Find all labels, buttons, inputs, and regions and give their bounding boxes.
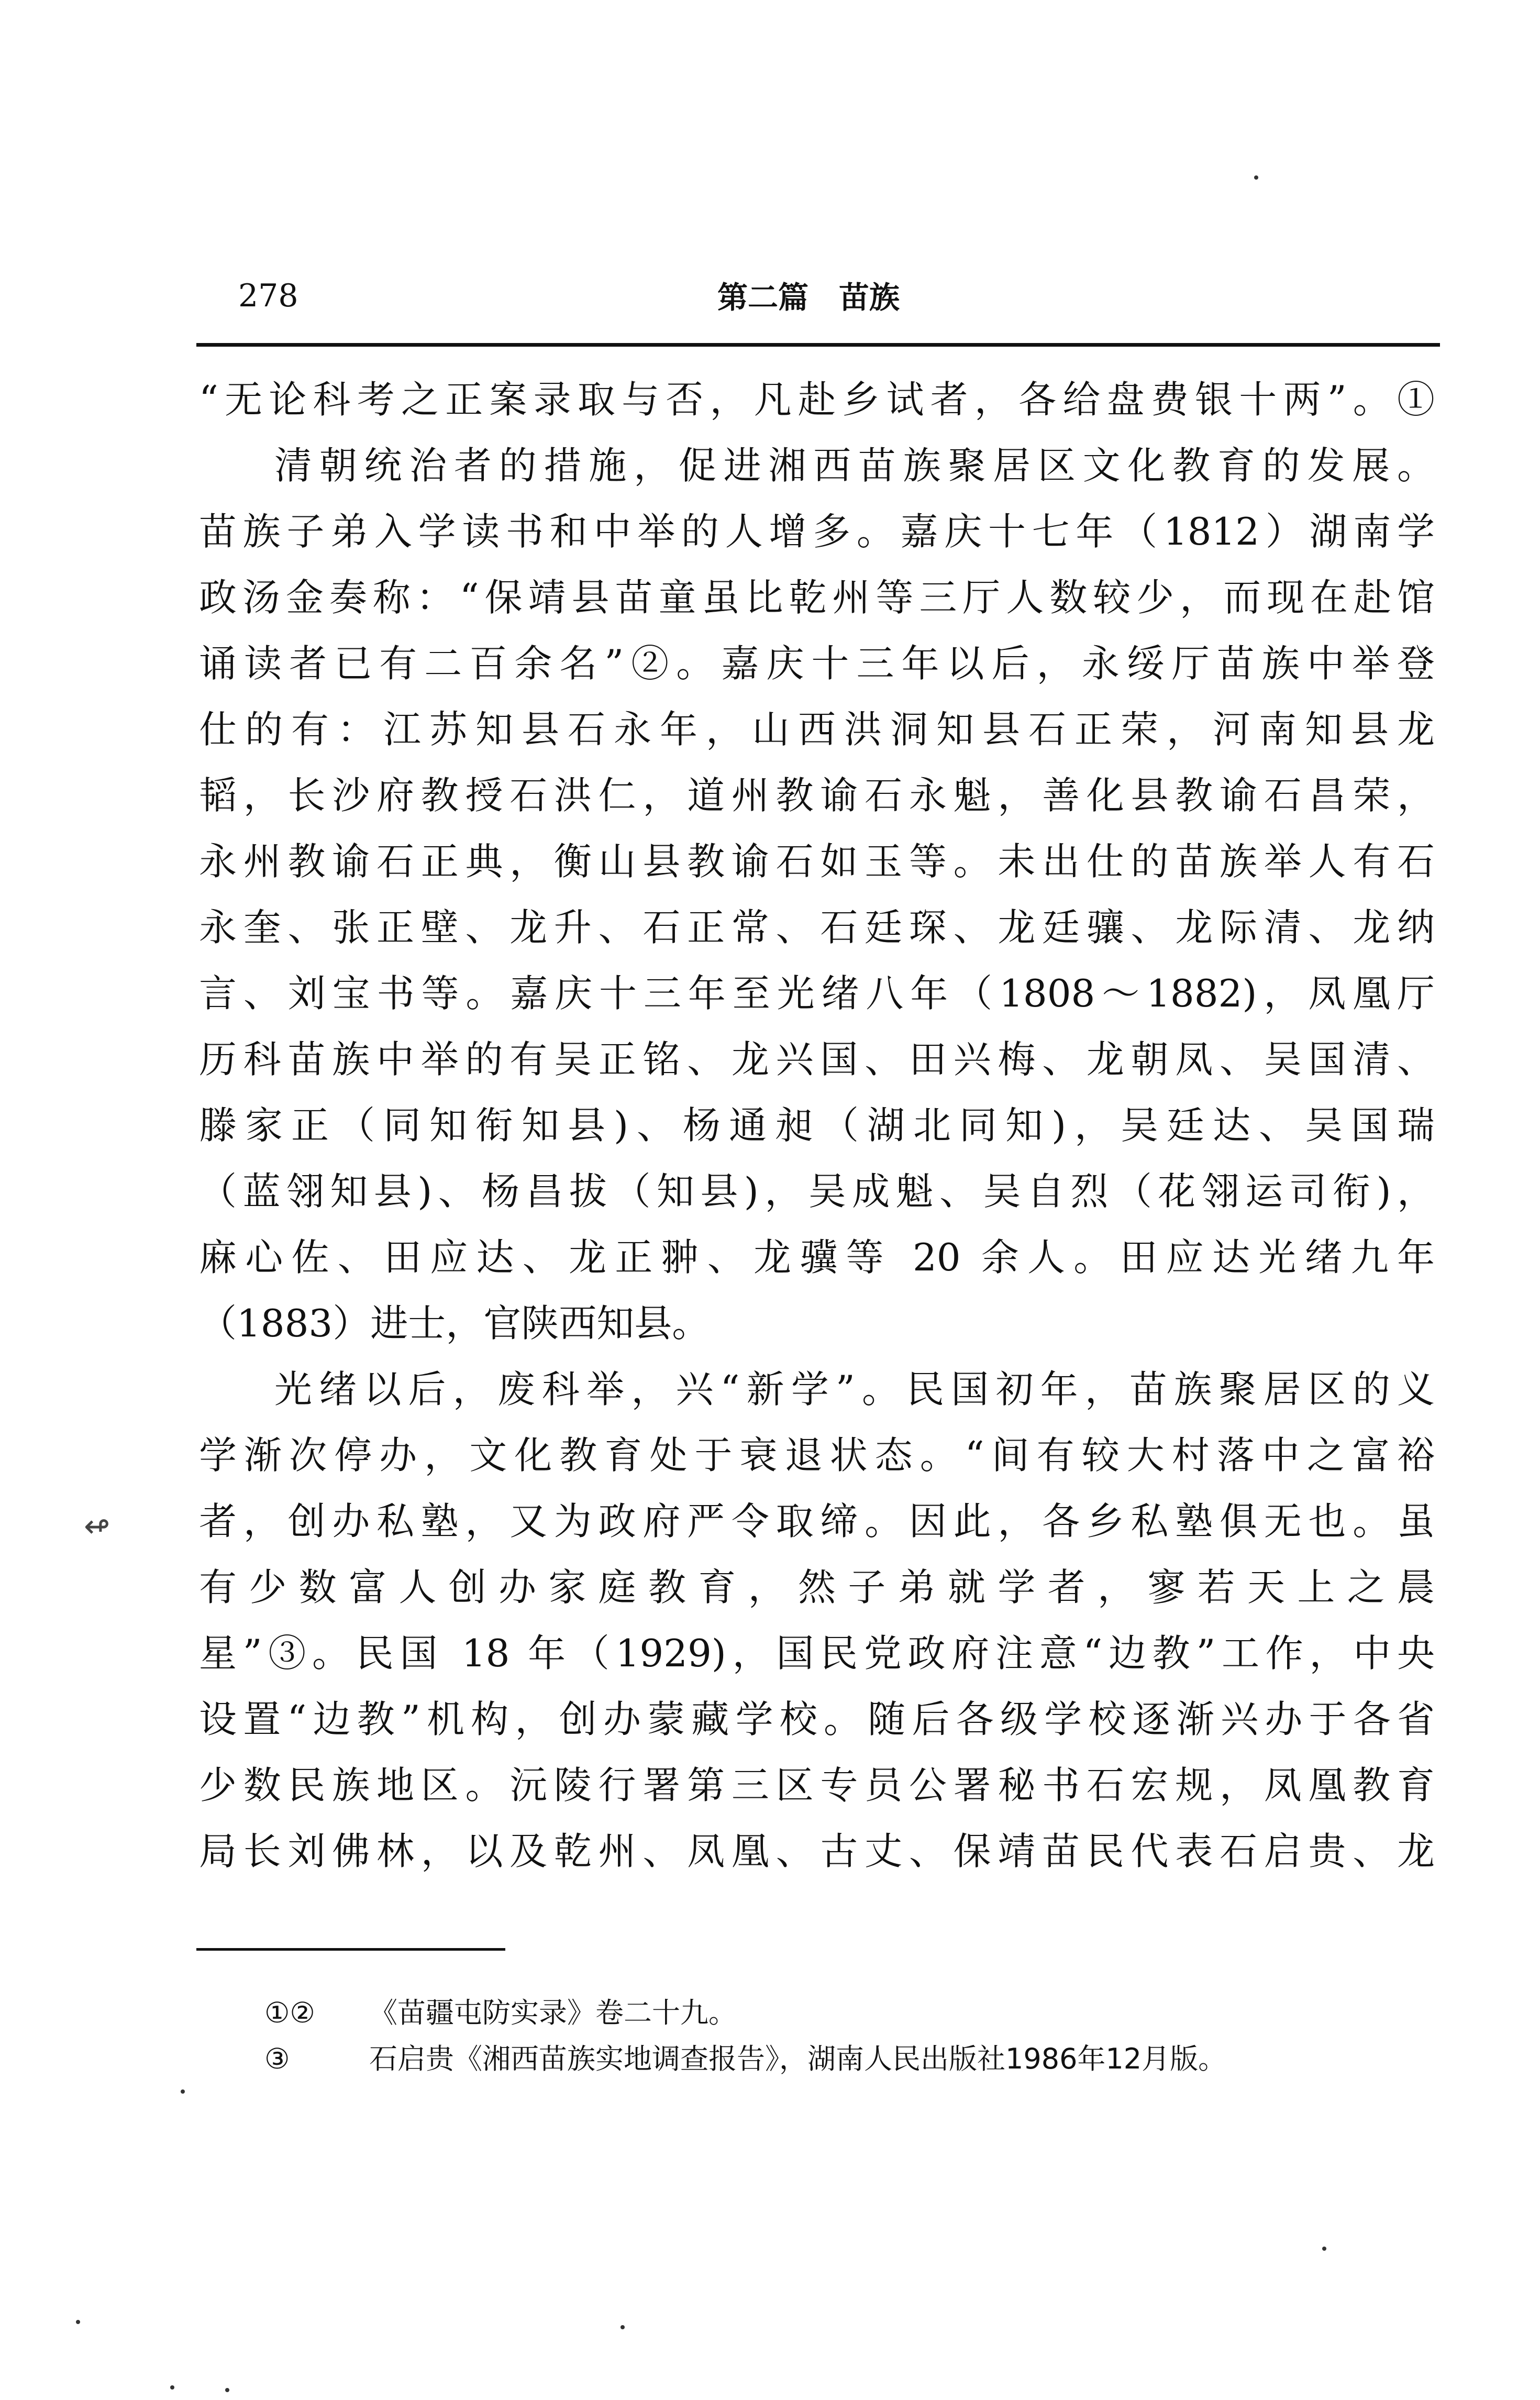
- text-line: 学渐次停办，文化教育处于衰退状态。“间有较大村落中之富裕: [199, 1433, 1435, 1477]
- text-line: 设置“边教”机构，创办蒙藏学校。随后各级学校逐渐兴办于各省: [199, 1697, 1435, 1741]
- text-line: 仕的有：江苏知县石永年，山西洪洞知县石正荣，河南知县龙: [199, 707, 1435, 751]
- page-number: 278: [238, 278, 298, 314]
- body-text: [199, 367, 1435, 1884]
- footnote-mark: ①②: [264, 1996, 315, 2029]
- text-line: 麻心佐、田应达、龙正翀、龙骥等 20 余人。田应达光绪九年: [199, 1235, 1435, 1279]
- scan-speck: [170, 2385, 174, 2390]
- footnote-text: 石启贵《湘西苗族实地调查报告》，湖南人民出版社1986年12月版。: [369, 2042, 1227, 2075]
- scan-speck: [225, 2388, 229, 2392]
- footnote-rule: [196, 1948, 505, 1951]
- text-line: 永奎、张正壁、龙升、石正常、石廷琛、龙廷骧、龙际清、龙纳: [199, 905, 1435, 949]
- text-line: （1883）进士，官陕西知县。: [199, 1301, 710, 1345]
- text-line: 星”③。民国 18 年（1929)，国民党政府注意“边教”工作，中央: [199, 1631, 1435, 1675]
- text-line: 局长刘佛林，以及乾州、凤凰、古丈、保靖苗民代表石启贵、龙: [199, 1829, 1435, 1873]
- header-rule: [196, 343, 1440, 347]
- text-line: （蓝翎知县)、杨昌拔（知县)，吴成魁、吴自烈（花翎运司衔)，: [199, 1169, 1435, 1213]
- text-line: 少数民族地区。沅陵行署第三区专员公署秘书石宏规，凤凰教育: [199, 1763, 1435, 1807]
- text-line: 光绪以后，废科举，兴“新学”。民国初年，苗族聚居区的义: [274, 1367, 1435, 1411]
- scan-speck: [181, 2089, 185, 2094]
- footnote-text: 《苗疆屯防实录》卷二十九。: [369, 1996, 737, 2029]
- text-line: 有少数富人创办家庭教育，然子弟就学者，寥若天上之晨: [199, 1565, 1435, 1609]
- footnotes: [264, 1990, 1435, 2082]
- text-line: 言、刘宝书等。嘉庆十三年至光绪八年（1808～1882)，凤凰厅: [199, 971, 1435, 1015]
- running-title: 第二篇 苗族: [717, 280, 900, 315]
- text-line: 韬，长沙府教授石洪仁，道州教谕石永魁，善化县教谕石昌荣，: [199, 773, 1435, 817]
- footnote: [264, 1990, 1435, 2036]
- text-line: 永州教谕石正典，衡山县教谕石如玉等。未出仕的苗族举人有石: [199, 839, 1435, 883]
- text-line: 者，创办私塾，又为政府严令取缔。因此，各乡私塾俱无也。虽: [199, 1499, 1435, 1543]
- scan-speck: [1322, 2247, 1326, 2251]
- scan-speck: [76, 2320, 80, 2324]
- text-line: 清朝统治者的措施，促进湘西苗族聚居区文化教育的发展。: [274, 444, 1435, 488]
- text-line: 苗族子弟入学读书和中举的人增多。嘉庆十七年（1812）湖南学: [199, 510, 1435, 554]
- text-line: 诵读者已有二百余名”②。嘉庆十三年以后，永绥厅苗族中举登: [199, 642, 1435, 685]
- text-line: “无论科考之正案录取与否，凡赴乡试者，各给盘费银十两”。①: [199, 378, 1435, 422]
- footnote: [264, 2036, 1435, 2082]
- scan-speck: [621, 2325, 625, 2329]
- footnote-mark: ③: [264, 2042, 290, 2075]
- text-line: 政汤金奏称：“保靖县苗童虽比乾州等三厅人数较少，而现在赴馆: [199, 576, 1435, 620]
- text-line: 滕家正（同知衔知县)、杨通昶（湖北同知)，吴廷达、吴国瑞: [199, 1103, 1435, 1147]
- scan-speck: [1254, 175, 1258, 180]
- margin-scribble: ↫: [84, 1508, 110, 1545]
- text-line: 历科苗族中举的有吴正铭、龙兴国、田兴梅、龙朝凤、吴国清、: [199, 1037, 1435, 1081]
